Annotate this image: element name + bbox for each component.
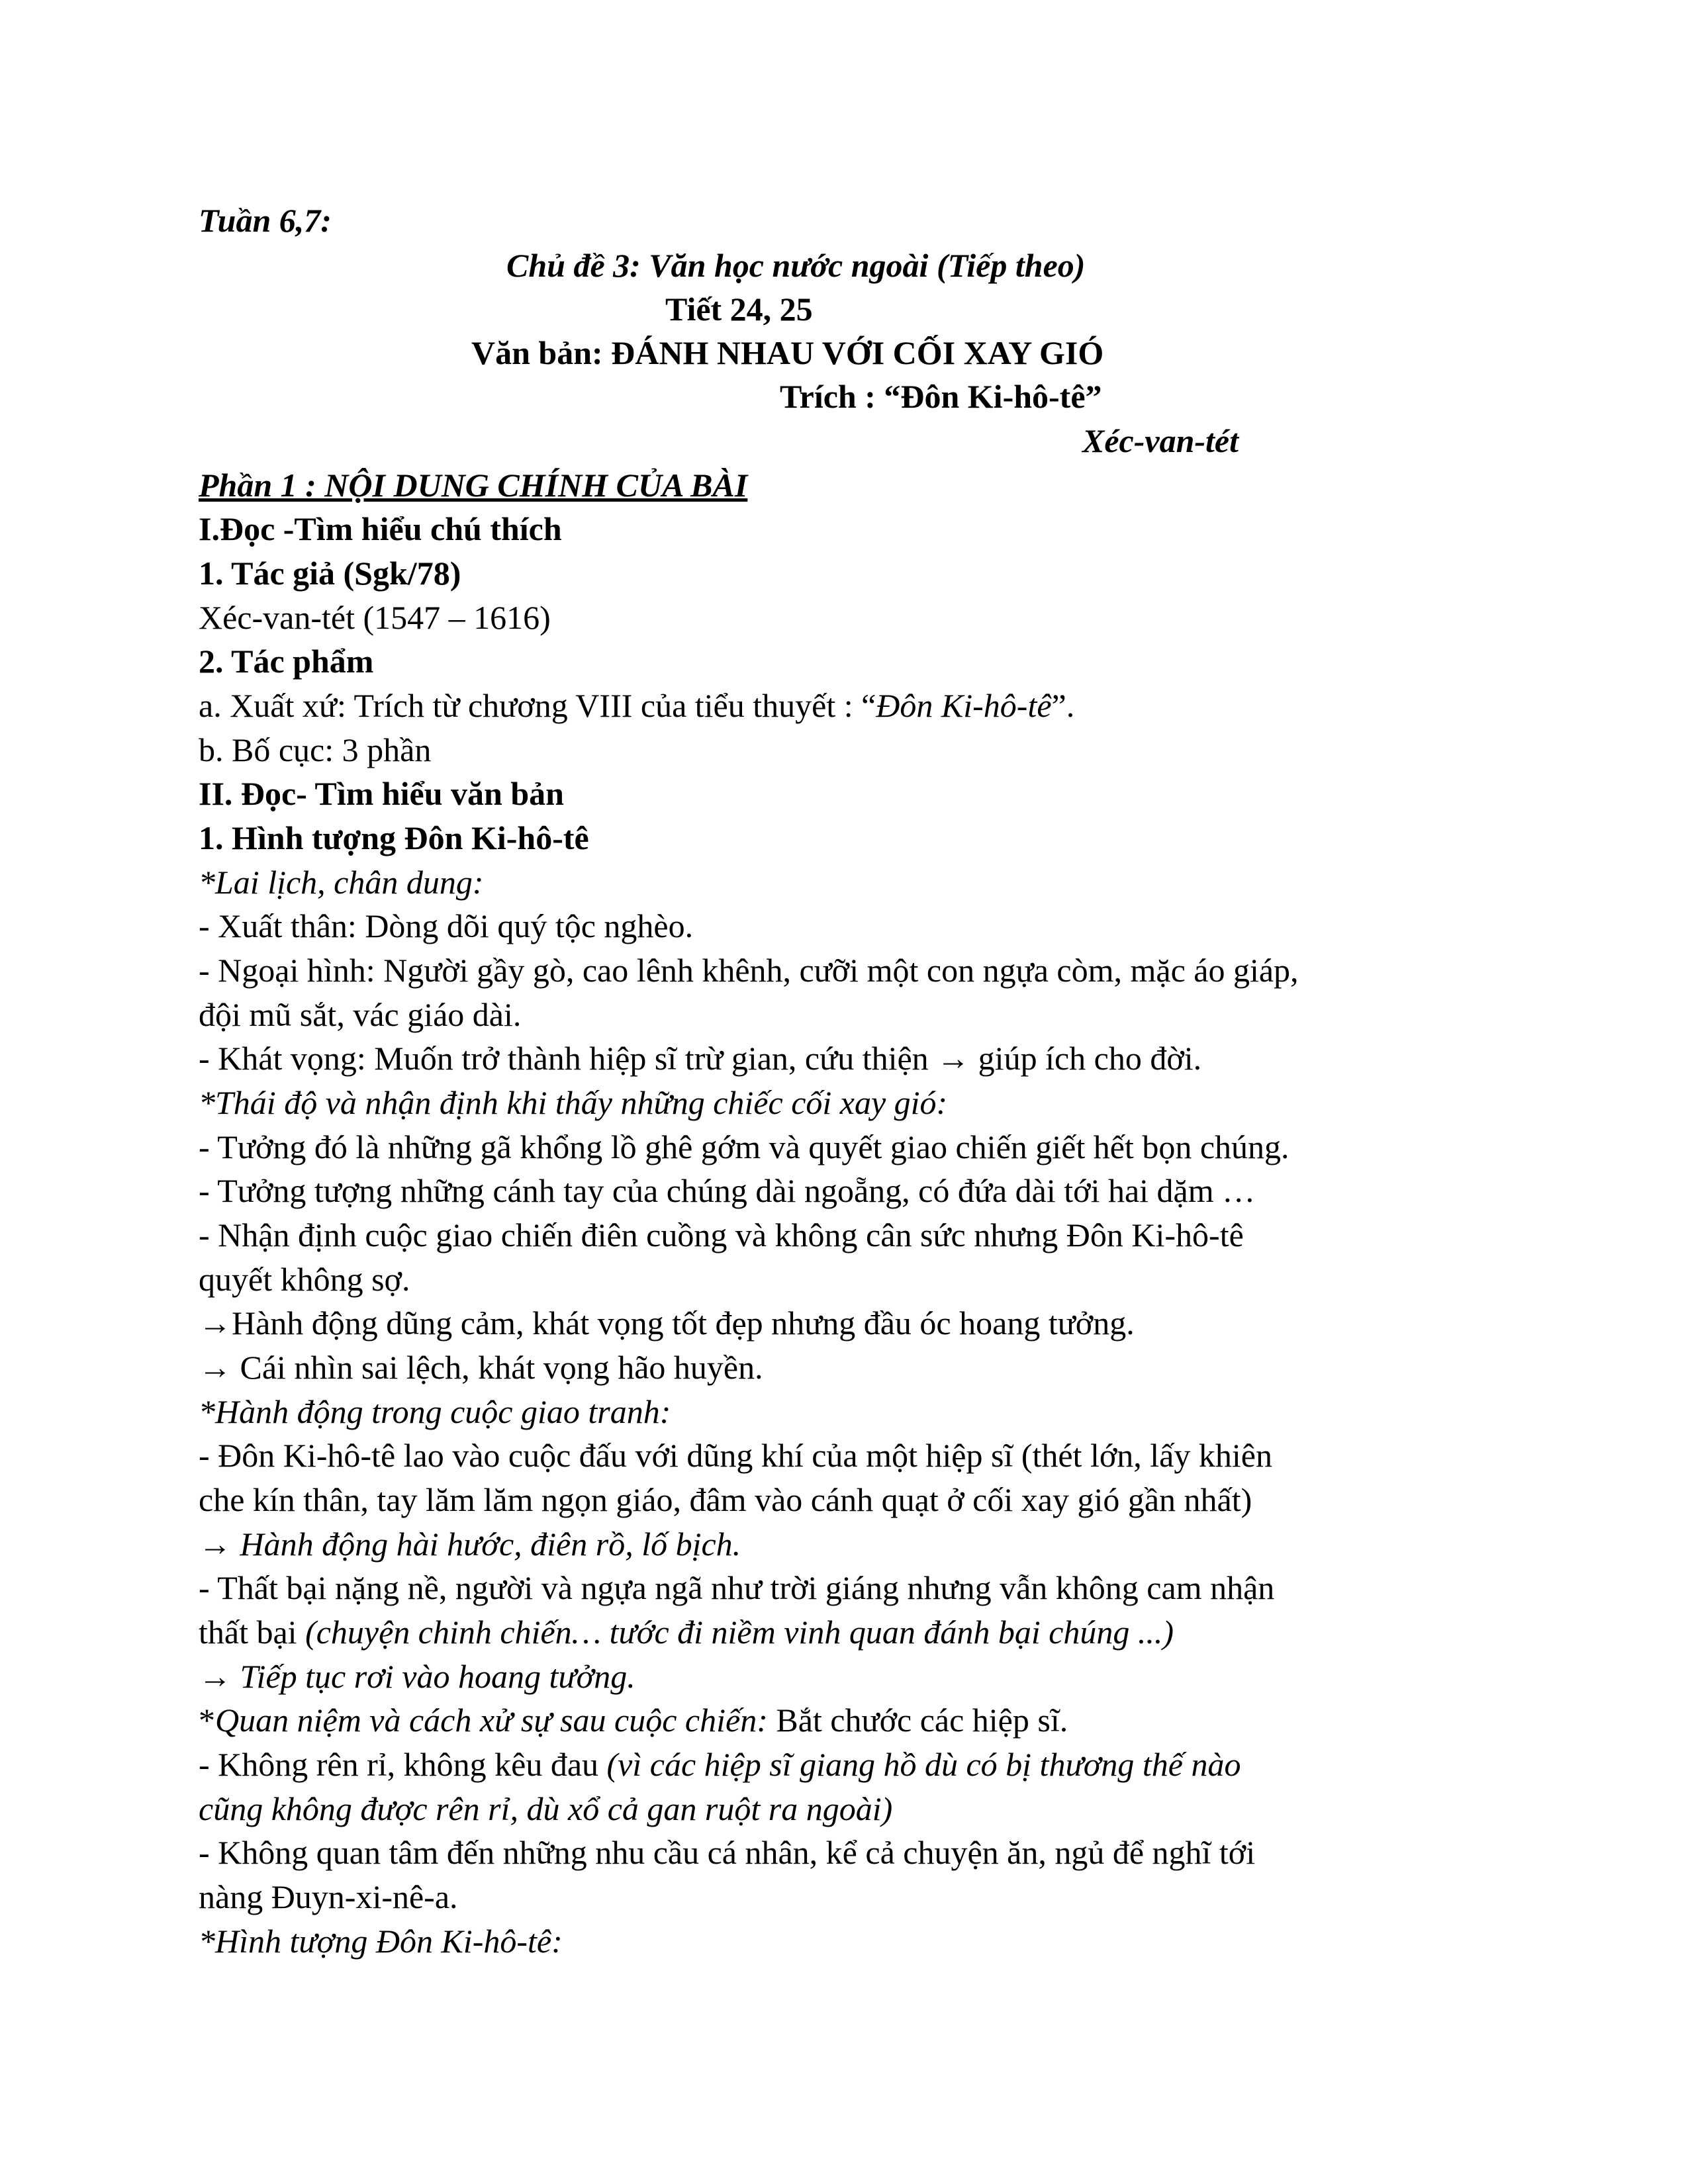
work-subheading: 2. Tác phẩm (199, 643, 374, 680)
bio-origin: - Xuất thân: Dòng dõi quý tộc nghèo. (199, 907, 694, 944)
layout-line: b. Bố cục: 3 phần (199, 731, 432, 768)
defeat-2-note: (chuyện chinh chiến… tước đi niềm vinh quan đánh bại chúng ...) (305, 1614, 1174, 1651)
origin-end: ”. (1051, 687, 1075, 724)
author-subheading: 1. Tác giả (Sgk/78) (199, 555, 461, 592)
attitude-heading: *Thái độ và nhận định khi thấy những chiếc cối xay gió: (199, 1084, 948, 1121)
author-info: Xéc-van-tét (1547 – 1616) (199, 599, 551, 636)
excerpt-source: Trích : “Đôn Ki-hô-tê” (780, 378, 1102, 415)
conclusion-2-text: Cái nhìn sai lệch, khát vọng hão huyền. (232, 1349, 763, 1386)
origin-text: a. Xuất xứ: Trích từ chương VIII của tiểu thuyết : “ (199, 687, 876, 724)
bio-appearance-2: đội mũ sắt, vác giáo dài. (199, 996, 522, 1033)
lesson-number: Tiết 24, 25 (665, 291, 813, 328)
attitude-3a: - Nhận định cuộc giao chiến điên cuồng và không cân sức nhưng Đôn Ki-hô-tê (199, 1216, 1244, 1253)
pain-1 (199, 1743, 1241, 1786)
action-conclusion-text: Hành động hài hước, điên rồ, lố bịch. (232, 1525, 741, 1563)
attitude-3b: quyết không sợ. (199, 1261, 410, 1298)
defeat-2-text: thất bại (199, 1614, 306, 1651)
right-arrow-icon: → (199, 1525, 232, 1563)
author-name: Xéc-van-tét (1082, 422, 1239, 459)
right-arrow-icon: → (199, 1349, 232, 1386)
text-title: Văn bản: ĐÁNH NHAU VỚI CỐI XAY GIÓ (471, 334, 1104, 371)
image-heading-2: *Hình tượng Đôn Ki-hô-tê: (199, 1923, 563, 1960)
section-heading-2: II. Đọc- Tìm hiểu văn bản (199, 775, 564, 812)
topic-title: Chủ đề 3: Văn học nước ngoài (Tiếp theo) (506, 247, 1086, 284)
needs-2: nàng Đuyn-xi-nê-a. (199, 1878, 458, 1915)
view-heading (199, 1698, 1068, 1742)
origin-work-title: Đôn Ki-hô-tê (876, 687, 1052, 724)
image-subheading: 1. Hình tượng Đôn Ki-hô-tê (199, 819, 589, 856)
conclusion-1 (199, 1301, 1135, 1345)
action-1a: - Đôn Ki-hô-tê lao vào cuộc đấu với dũng khí của một hiệp sĩ (thét lớn, lấy khiên (199, 1437, 1272, 1474)
pain-1-text: - Không rên rỉ, không kêu đau (199, 1746, 607, 1783)
week-label: Tuần 6,7: (199, 202, 332, 239)
attitude-2: - Tưởng tượng những cánh tay của chúng dài ngoẵng, có đứa dài tới hai dặm … (199, 1172, 1256, 1209)
bio-appearance-1: - Ngoại hình: Người gầy gò, cao lênh khênh, cưỡi một con ngựa còm, mặc áo giáp, (199, 952, 1299, 989)
bio-heading: *Lai lịch, chân dung: (199, 864, 484, 901)
part-heading: Phần 1 : NỘI DUNG CHÍNH CỦA BÀI (199, 467, 748, 504)
needs-1: - Không quan tâm đến những nhu cầu cá nhân, kể cả chuyện ăn, ngủ để nghĩ tới (199, 1834, 1256, 1871)
view-heading-rest: Bắt chước các hiệp sĩ. (767, 1702, 1068, 1739)
defeat-2 (199, 1610, 1174, 1654)
origin-line (199, 684, 1074, 727)
action-conclusion (199, 1522, 741, 1566)
action-heading: *Hành động trong cuộc giao tranh: (199, 1393, 671, 1430)
conclusion-2 (199, 1345, 763, 1389)
action-1b: che kín thân, tay lăm lăm ngọn giáo, đâm vào cánh quạt ở cối xay gió gần nhất) (199, 1481, 1252, 1518)
attitude-1: - Tưởng đó là những gã khổng lồ ghê gớm và quyết giao chiến giết hết bọn chúng. (199, 1128, 1289, 1165)
view-star: * (199, 1702, 215, 1739)
right-arrow-icon: → (199, 1304, 232, 1342)
defeat-1: - Thất bại nặng nề, người và ngựa ngã như trời giáng nhưng vẫn không cam nhận (199, 1569, 1275, 1606)
section-heading-1: I.Đọc -Tìm hiểu chú thích (199, 510, 562, 547)
bio-aspiration: - Khát vọng: Muốn trở thành hiệp sĩ trừ gian, cứu thiện → giúp ích cho đời. (199, 1040, 1202, 1077)
conclusion-1-text: Hành động dũng cảm, khát vọng tốt đẹp nhưng đầu óc hoang tưởng. (232, 1304, 1135, 1342)
defeat-conclusion-text: Tiếp tục rơi vào hoang tưởng. (232, 1658, 635, 1695)
pain-2: cũng không được rên rỉ, dù xổ cả gan ruột ra ngoài) (199, 1790, 893, 1827)
pain-1-note: (vì các hiệp sĩ giang hồ dù có bị thương thế nào (606, 1746, 1241, 1783)
view-heading-italic: Quan niệm và cách xử sự sau cuộc chiến: (215, 1702, 768, 1739)
defeat-conclusion (199, 1655, 635, 1698)
right-arrow-icon: → (199, 1658, 232, 1695)
